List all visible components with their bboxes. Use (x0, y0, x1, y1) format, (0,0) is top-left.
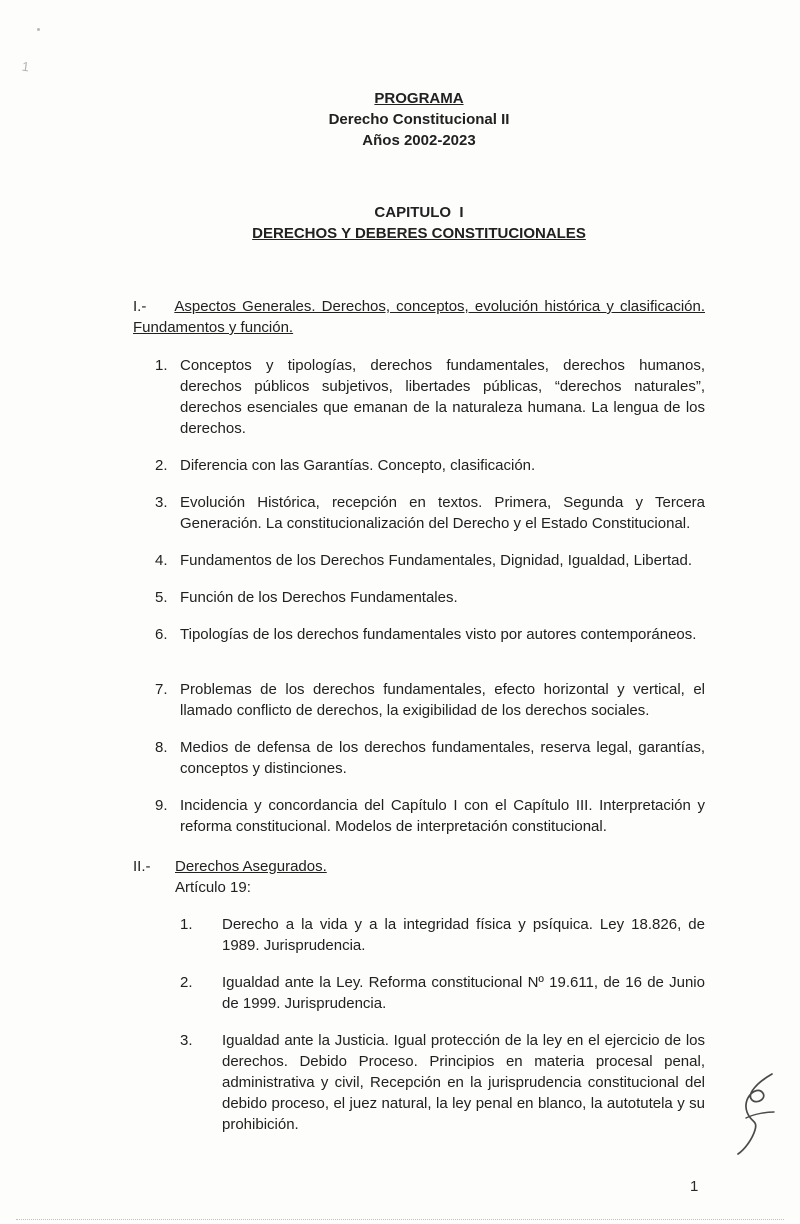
item-number: 3. (155, 494, 168, 511)
item-text: Medios de defensa de los derechos fundamentales, reserva legal, garantías, conceptos y distinciones. (180, 739, 705, 777)
scan-edge-artifact (16, 1219, 784, 1220)
list-item (133, 455, 705, 476)
item-number: 6. (155, 626, 168, 643)
list-item (133, 914, 705, 956)
list-item (133, 737, 705, 779)
item-text: Conceptos y tipologías, derechos fundamentales, derechos humanos, derechos públicos subjetivos, libertades públicas, “derechos naturales”, derechos esenciales que emanan de la naturaleza humana. La lengua de los derechos. (180, 357, 705, 437)
chapter-title: DERECHOS Y DEBERES CONSTITUCIONALES (252, 225, 586, 242)
item-text: Igualdad ante la Ley. Reforma constitucional Nº 19.611, de 16 de Junio de 1999. Jurisprudencia. (222, 974, 705, 1012)
page-number: 1 (690, 1178, 699, 1195)
item-number: 2. (180, 974, 193, 991)
pencil-mark-annotation: 1 (20, 58, 31, 75)
item-text: Derecho a la vida y a la integridad física y psíquica. Ley 18.826, de 1989. Jurisprudencia. (222, 916, 705, 954)
document-subtitle: Derecho Constitucional II (328, 111, 510, 128)
item-number: 1. (180, 916, 193, 933)
chapter-heading (133, 202, 705, 244)
section-1-numeral: I.- (133, 298, 147, 315)
section-2-subheading: Artículo 19: (175, 879, 251, 896)
section-2-numeral: II.- (133, 858, 151, 875)
handwritten-signature-mark (728, 1068, 784, 1160)
list-item (133, 679, 705, 721)
list-item (133, 492, 705, 534)
item-text: Igualdad ante la Justicia. Igual protección de la ley en el ejercicio de los derechos. Debido Proceso. Principios en materia procesal penal, administrativa y civil, Recepción en la jurisprudencia constitucional del debido proceso, el juez natural, la ley penal en blanco, la autotutela y su prohibición. (222, 1032, 705, 1133)
item-text: Evolución Histórica, recepción en textos. Primera, Segunda y Tercera Generación. La constitucionalización del Derecho y el Estado Constitucional. (180, 494, 705, 532)
scan-speck-artifact (37, 28, 40, 31)
section-1-list (133, 355, 705, 837)
list-item (133, 972, 705, 1014)
section-2-list (133, 914, 705, 1135)
item-number: 4. (155, 552, 168, 569)
document-header (133, 88, 705, 151)
item-number: 2. (155, 457, 168, 474)
item-text: Tipologías de los derechos fundamentales visto por autores contemporáneos. (180, 626, 697, 643)
section-1-heading (133, 296, 705, 338)
item-text: Fundamentos de los Derechos Fundamentales, Dignidad, Igualdad, Libertad. (180, 552, 692, 569)
item-text: Problemas de los derechos fundamentales, efecto horizontal y vertical, el llamado conflicto de derechos, la exigibilidad de los derechos sociales. (180, 681, 705, 719)
list-item (133, 1030, 705, 1135)
item-number: 1. (155, 357, 168, 374)
item-number: 7. (155, 681, 168, 698)
item-number: 5. (155, 589, 168, 606)
item-text: Diferencia con las Garantías. Concepto, clasificación. (180, 457, 536, 474)
list-item (133, 550, 705, 571)
item-text: Función de los Derechos Fundamentales. (180, 589, 458, 606)
list-item (133, 795, 705, 837)
document-title: PROGRAMA (374, 90, 464, 107)
item-number: 9. (155, 797, 168, 814)
section-1-heading-text: Aspectos Generales. Derechos, conceptos, evolución histórica y clasificación. Fundamentos y función. (133, 298, 705, 336)
list-item (133, 624, 705, 645)
item-text: Incidencia y concordancia del Capítulo I con el Capítulo III. Interpretación y reforma constitucional. Modelos de interpretación constitucional. (180, 797, 705, 835)
section-2-heading (133, 856, 705, 898)
section-2-heading-text: Derechos Asegurados. (175, 858, 327, 875)
section-2-heading-lines (175, 856, 705, 898)
list-item (133, 355, 705, 439)
list-item (133, 587, 705, 608)
item-number: 3. (180, 1032, 193, 1049)
document-years: Años 2002-2023 (362, 132, 476, 149)
item-number: 8. (155, 739, 168, 756)
chapter-label: CAPITULO I (374, 204, 464, 221)
